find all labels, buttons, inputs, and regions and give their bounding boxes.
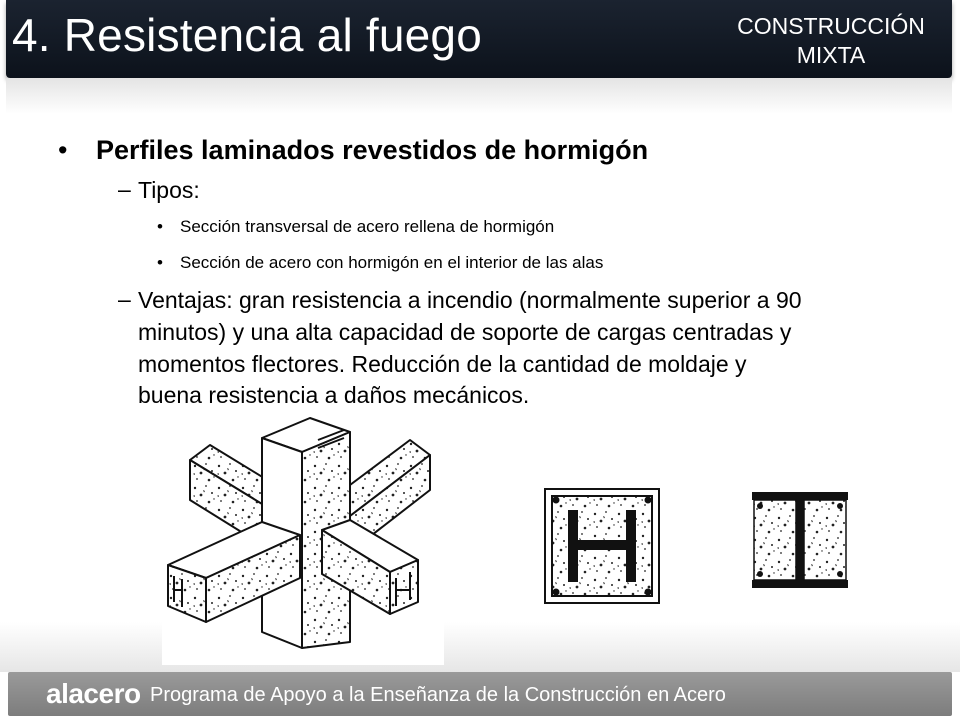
footer-program-text: Programa de Apoyo a la Enseñanza de la Construcción en Acero [150,684,726,706]
dash-marker: – [118,286,131,312]
section-tag-line1: CONSTRUCCIÓN [737,13,925,39]
alacero-logo: alacero [46,678,141,709]
encased-h-section-diagram [544,488,664,606]
advantages-line: buena resistencia a daños mecánicos. [138,382,530,408]
advantages-line: momentos flectores. Reducción de la cantidad de moldaje y [138,351,747,377]
advantages-line: minutos) y una alta capacidad de soporte de cargas centradas y [138,319,792,345]
advantages-line: Ventajas: gran resistencia a incendio (normalmente superior a 90 [138,287,802,313]
dash-marker: – [118,176,131,202]
main-point: Perfiles laminados revestidos de hormigón [96,135,649,165]
section-tag-line2: MIXTA [796,42,866,68]
bullet-marker: • [58,135,68,165]
slide-title: 4. Resistencia al fuego [12,9,482,61]
type-item: Sección de acero con hormigón en el interior de las alas [180,253,604,272]
partially-encased-section-diagram [752,492,852,592]
bullet-marker: • [157,217,163,236]
footer-bar [8,672,952,716]
type-item: Sección transversal de acero rellena de hormigón [180,217,555,236]
types-label: Tipos: [138,177,200,203]
bullet-marker: • [157,253,163,272]
